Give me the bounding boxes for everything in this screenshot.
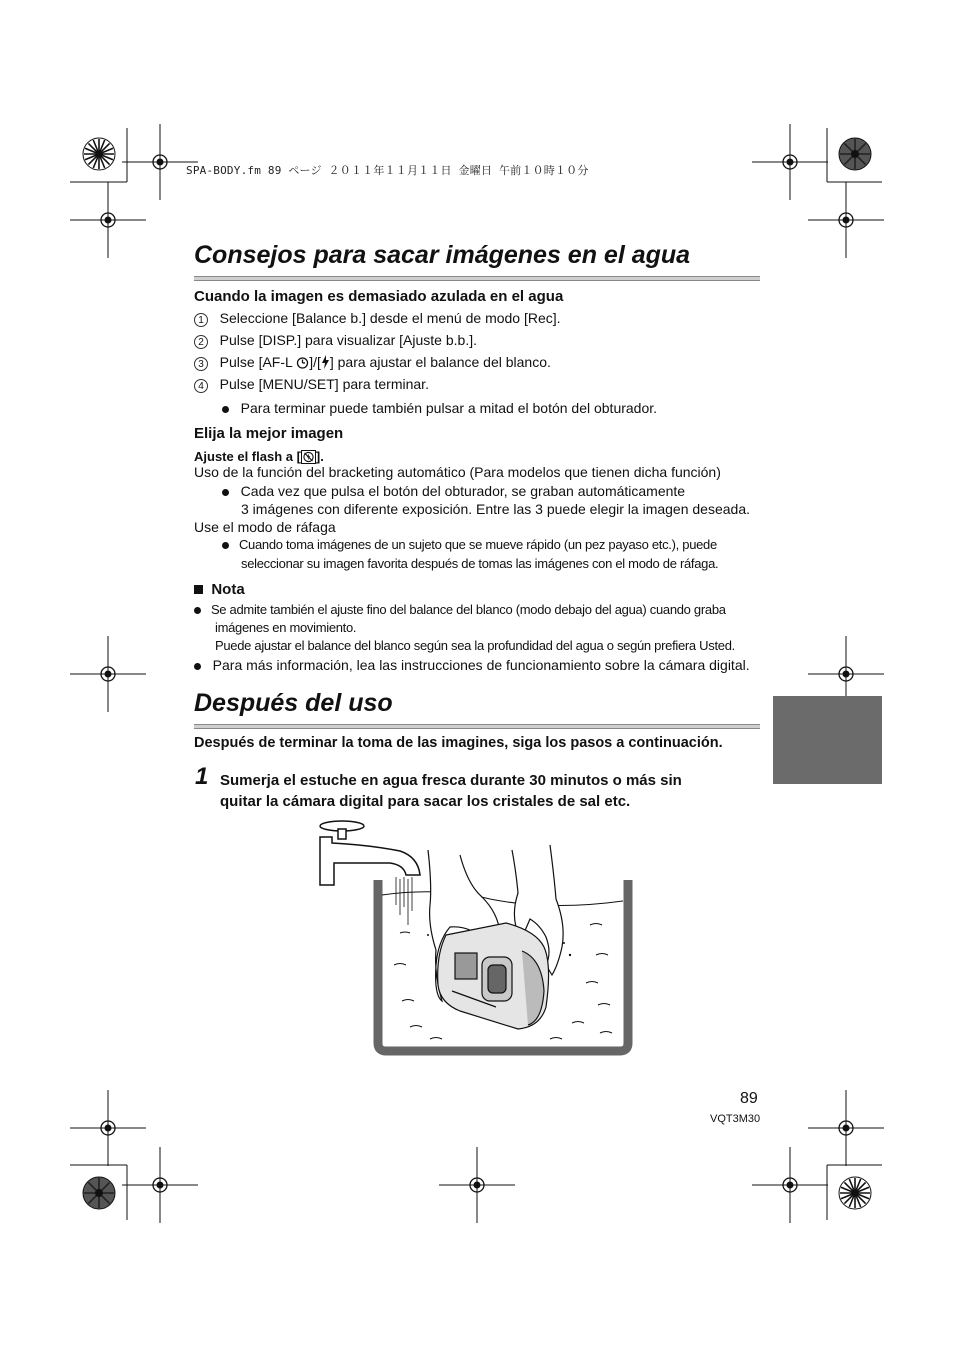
step-number: 1 bbox=[195, 763, 209, 790]
section2-intro: Después de terminar la toma de las imagines, siga los pasos a continuación. bbox=[194, 735, 723, 751]
flash-icon bbox=[321, 355, 330, 369]
self-timer-icon bbox=[296, 356, 309, 369]
note-2: Para más información, lea las instrucciones de funcionamiento sobre la cámara digital. bbox=[194, 657, 750, 673]
rinse-illustration bbox=[310, 815, 640, 1060]
section1-rule bbox=[194, 276, 760, 281]
bullet-icon bbox=[194, 663, 201, 670]
page-number: 89 bbox=[740, 1090, 758, 1107]
chapter-tab bbox=[773, 696, 882, 784]
file-info-header: SPA-BODY.fm 89 ページ ２０１１年１１月１１日 金曜日 午前１０時１０分 bbox=[186, 164, 589, 177]
subheading-bluish: Cuando la imagen es demasiado azulada en el agua bbox=[194, 288, 564, 305]
step-3: 3 Pulse [AF-L ]/[ ] para ajustar el balance del blanco. bbox=[194, 354, 551, 371]
step-bullet: Para terminar puede también pulsar a mitad el botón del obturador. bbox=[222, 400, 657, 416]
note-1-cont: imágenes en movimiento. bbox=[215, 620, 357, 635]
bracketing-bullet: Cada vez que pulsa el botón del obturador, se graban automáticamente bbox=[222, 483, 685, 499]
note-heading: Nota bbox=[194, 581, 245, 598]
note-1-cont2: Puede ajustar el balance del blanco según sea la profundidad del agua o según prefiera Usted. bbox=[215, 638, 735, 653]
bracketing-line: Uso de la función del bracketing automático (Para modelos que tienen dicha función) bbox=[194, 464, 721, 480]
note-1: Se admite también el ajuste fino del balance del blanco (modo debajo del agua) cuando graba bbox=[194, 602, 726, 617]
subheading-best-image: Elija la mejor imagen bbox=[194, 425, 344, 442]
burst-line: Use el modo de ráfaga bbox=[194, 519, 336, 535]
section2-rule bbox=[194, 724, 760, 729]
flash-off-icon bbox=[301, 450, 316, 464]
step-2: 2 Pulse [DISP.] para visualizar [Ajuste b.b.]. bbox=[194, 332, 477, 349]
section1-title: Consejos para sacar imágenes en el agua bbox=[194, 241, 691, 269]
step-1: 1 Seleccione [Balance b.] desde el menú de modo [Rec]. bbox=[194, 310, 561, 327]
square-bullet-icon bbox=[194, 585, 203, 594]
document-code: VQT3M30 bbox=[710, 1113, 761, 1125]
bullet-icon bbox=[222, 489, 229, 496]
section2-title: Después del uso bbox=[194, 689, 393, 717]
bullet-icon bbox=[194, 607, 201, 614]
burst-bullet-cont: seleccionar su imagen favorita después de tomas las imágenes con el modo de ráfaga. bbox=[241, 556, 719, 571]
bracketing-bullet-cont: 3 imágenes con diferente exposición. Entre las 3 puede elegir la imagen deseada. bbox=[241, 501, 750, 517]
step-4: 4 Pulse [MENU/SET] para terminar. bbox=[194, 376, 429, 393]
faucet-icon bbox=[320, 821, 420, 885]
flash-setting: Ajuste el flash a [ ]. bbox=[194, 449, 324, 464]
camera-housing-icon bbox=[438, 923, 549, 1029]
step-text-line1: Sumerja el estuche en agua fresca durante 30 minutos o más sin bbox=[220, 772, 682, 789]
burst-bullet: Cuando toma imágenes de un sujeto que se mueve rápido (un pez payaso etc.), puede bbox=[222, 537, 717, 552]
bullet-icon bbox=[222, 542, 229, 549]
step-text-line2: quitar la cámara digital para sacar los cristales de sal etc. bbox=[220, 793, 631, 810]
bullet-icon bbox=[222, 406, 229, 413]
